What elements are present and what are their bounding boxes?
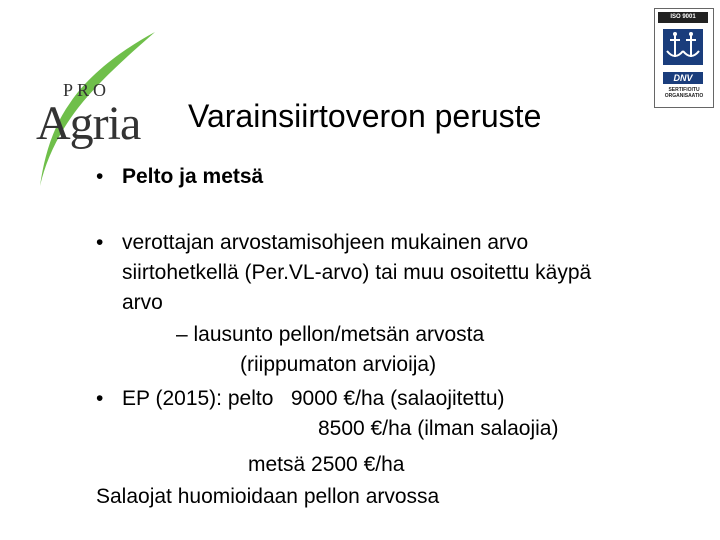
cert-caption-line2: ORGANISAATIO [664, 93, 704, 99]
sub-item-line-1: – lausunto pellon/metsän arvosta [176, 323, 485, 346]
bullet-3-line-2: 8500 €/ha (ilman salaojia) [318, 417, 559, 440]
bullet-3-line-3: metsä 2500 €/ha [248, 453, 405, 476]
bullet-3-line-1: EP (2015): pelto 9000 €/ha (salaojitettu) [122, 387, 505, 410]
logo-pro-text: PRO [63, 80, 111, 100]
slide-title: Varainsiirtoveron peruste [188, 98, 542, 134]
sub-item-line-2: (riippumaton arvioija) [240, 353, 437, 376]
anchor-icon [663, 29, 703, 65]
bullet-1-text: Pelto ja metsä [122, 165, 264, 188]
bullet-2-line-3: arvo [122, 291, 163, 314]
iso-certificate-badge [654, 8, 714, 108]
iso-label: ISO 9001 [658, 12, 708, 23]
cert-caption [657, 87, 711, 99]
bullet-2-line-1: verottajan arvostamisohjeen mukainen arvo [122, 231, 529, 254]
bullet-1-marker: • [96, 165, 104, 188]
dnv-label: DNV [663, 72, 703, 84]
bullet-2-line-2: siirtohetkellä (Per.VL-arvo) tai muu osoitettu käypä [122, 261, 592, 284]
bullet-2-marker: • [96, 231, 104, 254]
logo-agria-text: Agria [36, 97, 141, 150]
closing-note: Salaojat huomioidaan pellon arvossa [96, 485, 440, 508]
cert-caption-line1: SERTIFIOITU [668, 87, 700, 93]
bullet-3-marker: • [96, 387, 104, 410]
